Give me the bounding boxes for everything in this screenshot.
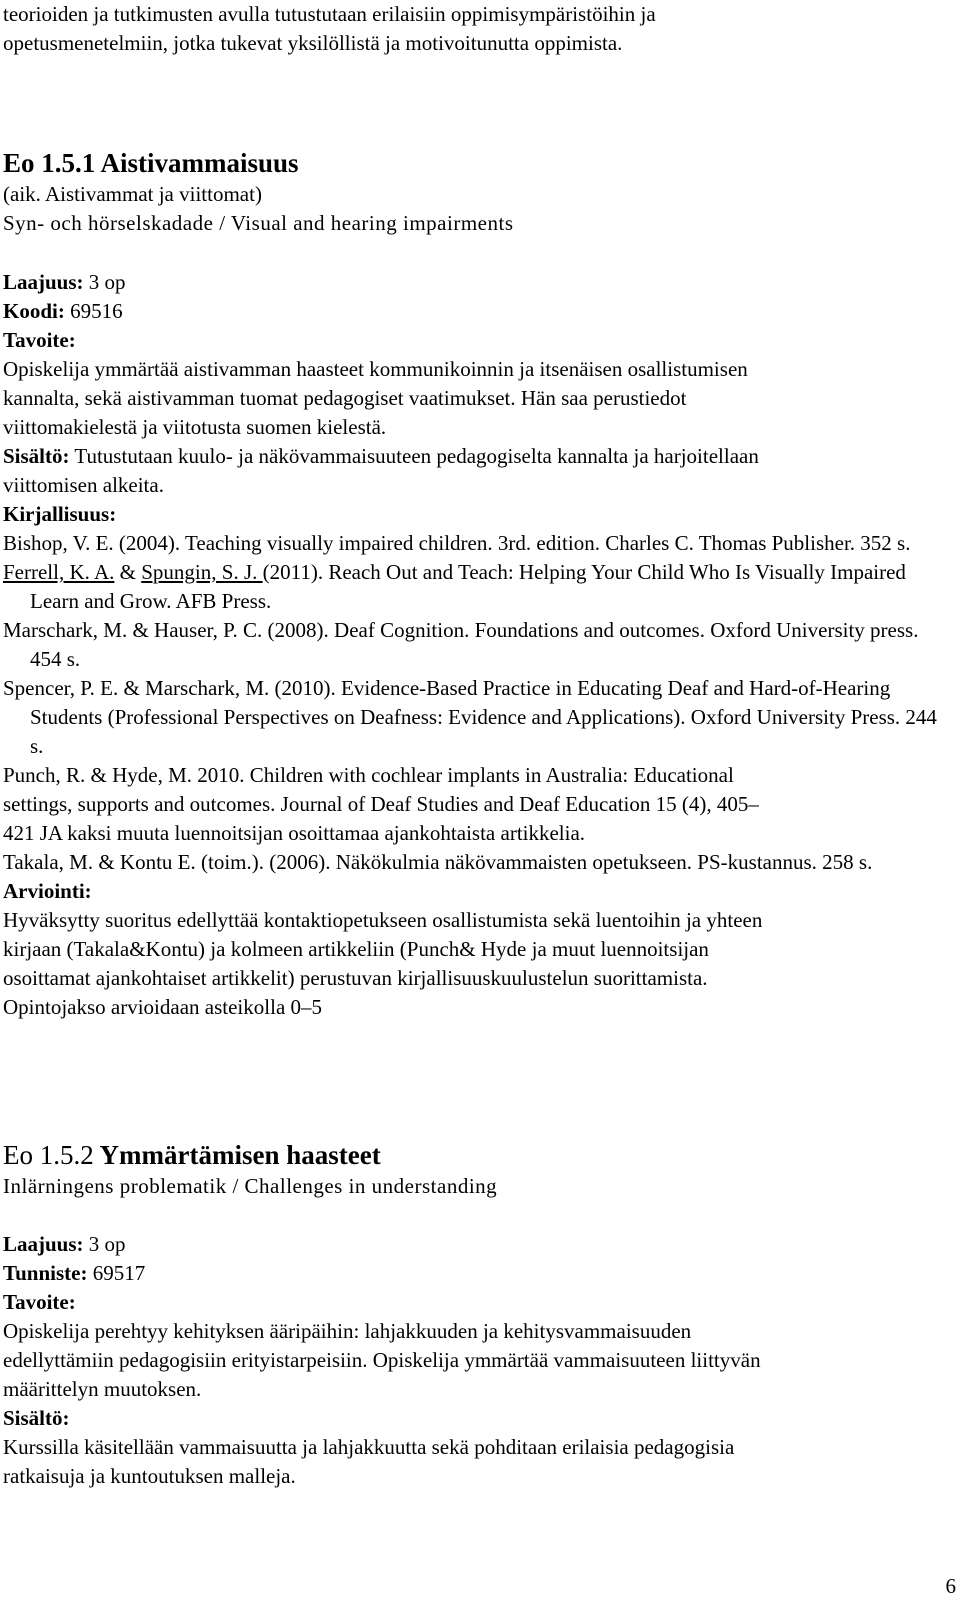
course1-content: [3, 442, 953, 471]
course1-goal-line: kannalta, sekä aistivamman tuomat pedagogiset vaatimukset. Hän saa perustiedot: [3, 386, 687, 410]
course2-heading-code: Eo 1.5.2: [3, 1140, 94, 1170]
page-number: 6: [945, 1574, 956, 1598]
course2-body: [3, 1230, 953, 1491]
reference-punch-line: settings, supports and outcomes. Journal of Deaf Studies and Deaf Education 15 (4), 405–: [3, 792, 759, 816]
spungin-author-link[interactable]: Spungin, S. J.: [141, 560, 263, 584]
intro-line-2: opetusmenetelmiin, jotka tukevat yksilöllistä ja motivoitunutta oppimista.: [3, 31, 623, 55]
course1-content-label: Sisältö:: [3, 444, 70, 468]
ferrell-author-link[interactable]: Ferrell, K. A.: [3, 560, 115, 584]
course2-scope: [3, 1230, 953, 1259]
course2-id-value: 69517: [87, 1261, 146, 1285]
course2-goal-line: edellyttämiin pedagogisiin erityistarpeisiin. Opiskelija ymmärtää vammaisuuteen liittyvän: [3, 1348, 761, 1372]
reference-ferrell: Ferrell, K. A. & Spungin, S. J. (2011). Reach Out and Teach: Helping Your Child Who Is Visually Impaired Learn and Grow. AFB Press.: [3, 560, 906, 613]
course1-subtitle-2: Syn- och hörselskadade / Visual and hearing impairments: [3, 211, 514, 235]
course2-content-line: ratkaisuja ja kuntoutuksen malleja.: [3, 1464, 296, 1488]
course1-assess-line: Opintojakso arvioidaan asteikolla 0–5: [3, 995, 323, 1019]
reference-spencer: Spencer, P. E. & Marschark, M. (2010). Evidence-Based Practice in Educating Deaf and Hard-of-Hearing Students (Professional Perspectives on Deafness: Evidence and Applications). Oxford University Press. 244 s.: [3, 676, 937, 758]
course2-scope-label: Laajuus:: [3, 1232, 84, 1256]
course2-subtitle: Inlärningens problematik / Challenges in understanding: [3, 1174, 498, 1198]
course2-heading: [3, 1138, 953, 1172]
course1-goal-label: Tavoite:: [3, 328, 76, 352]
course1-code-label: Koodi:: [3, 299, 65, 323]
course1-assess-line: osoittamat ajankohtaiset artikkelit) perustuvan kirjallisuuskuulustelun suorittamista.: [3, 966, 708, 990]
course1-scope: [3, 268, 953, 297]
course1-goal-line: viittomakielestä ja viitotusta suomen kielestä.: [3, 415, 387, 439]
course1-assess-label: Arviointi:: [3, 879, 92, 903]
course2-subtitle-block: [3, 1172, 953, 1201]
course1-content-line-2: viittomisen alkeita.: [3, 473, 164, 497]
course1-scope-value: 3 op: [83, 270, 126, 294]
course1-scope-label: Laajuus:: [3, 270, 84, 294]
course2-goal-line: määrittelyn muutoksen.: [3, 1377, 202, 1401]
course1-header-block: [3, 180, 953, 238]
course1-body: [3, 268, 953, 1022]
course2-content-line: Kurssilla käsitellään vammaisuutta ja lahjakkuutta sekä pohditaan erilaisia pedagogisia: [3, 1435, 735, 1459]
course2-goal-line: Opiskelija perehtyy kehityksen ääripäihin: lahjakkuuden ja kehitysvammaisuuden: [3, 1319, 692, 1343]
course1-assess-line: kirjaan (Takala&Kontu) ja kolmeen artikkeliin (Punch& Hyde ja muut luennoitsijan: [3, 937, 709, 961]
intro-paragraph: [3, 0, 953, 58]
reference-bishop: Bishop, V. E. (2004). Teaching visually impaired children. 3rd. edition. Charles C. Thomas Publisher. 352 s.: [3, 531, 911, 555]
course1-code-value: 69516: [64, 299, 123, 323]
course2-goal-label: Tavoite:: [3, 1290, 76, 1314]
course1-assess-line: Hyväksytty suoritus edellyttää kontaktiopetukseen osallistumista sekä luentoihin ja yhteen: [3, 908, 763, 932]
course2-heading-title: Ymmärtämisen haasteet: [99, 1140, 381, 1170]
course2-id: [3, 1259, 953, 1288]
reference-punch-line: Punch, R. & Hyde, M. 2010. Children with cochlear implants in Australia: Educational: [3, 763, 734, 787]
reference-takala: Takala, M. & Kontu E. (toim.). (2006). Näkökulmia näkövammaisten opetukseen. PS-kustannus. 258 s.: [3, 850, 873, 874]
course1-goal-line: Opiskelija ymmärtää aistivamman haasteet kommunikoinnin ja itsenäisen osallistumisen: [3, 357, 748, 381]
intro-line-1: teorioiden ja tutkimusten avulla tutustutaan erilaisiin oppimisympäristöihin ja: [3, 2, 656, 26]
reference-punch-line: 421 JA kaksi muuta luennoitsijan osoittamaa ajankohtaista artikkelia.: [3, 821, 586, 845]
course1-lit-label: Kirjallisuus:: [3, 502, 117, 526]
course2-id-label: Tunniste:: [3, 1261, 88, 1285]
course1-heading-code: Eo 1.5.1: [3, 148, 96, 178]
course1-heading: [3, 146, 953, 180]
course1-subtitle-1: (aik. Aistivammat ja viittomat): [3, 182, 262, 206]
course2-scope-value: 3 op: [83, 1232, 126, 1256]
reference-marschark: Marschark, M. & Hauser, P. C. (2008). Deaf Cognition. Foundations and outcomes. Oxford University press. 454 s.: [3, 618, 919, 671]
course1-code: [3, 297, 953, 326]
course1-heading-title: Aistivammaisuus: [100, 148, 299, 178]
course2-content-label: Sisältö:: [3, 1406, 70, 1430]
course1-content-line-1: Tutustutaan kuulo- ja näkövammaisuuteen pedagogiselta kannalta ja harjoitellaan: [69, 444, 759, 468]
